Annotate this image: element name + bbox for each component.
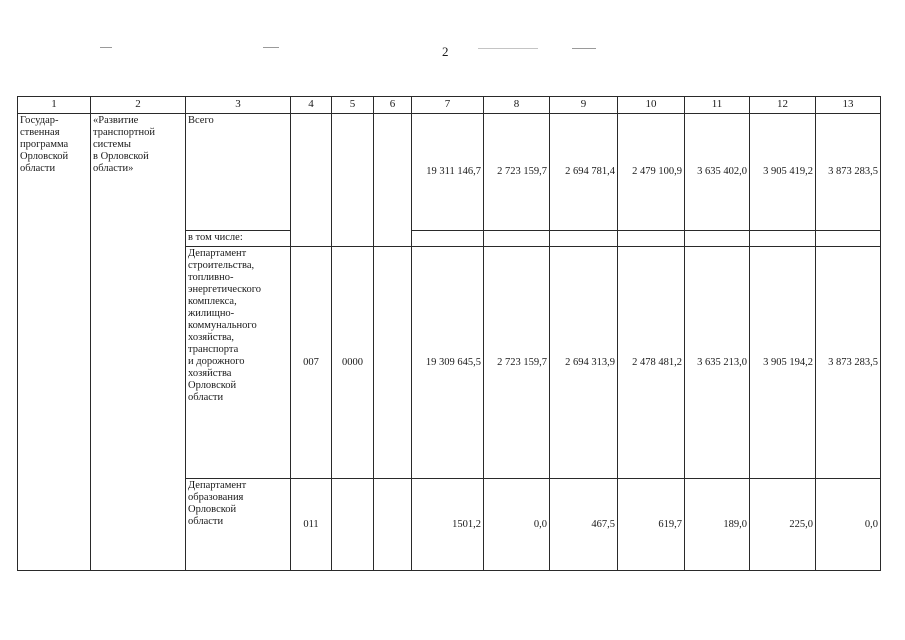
row-value: 19 309 645,5 <box>412 247 484 479</box>
scan-mark <box>572 48 596 49</box>
row-value: 0,0 <box>816 479 881 571</box>
column-header: 11 <box>685 97 750 114</box>
code-cell: 0000 <box>332 247 374 479</box>
column-header: 13 <box>816 97 881 114</box>
column-header: 5 <box>332 97 374 114</box>
row-value: 467,5 <box>550 479 618 571</box>
budget-table <box>17 96 881 571</box>
page-number: 2 <box>442 44 449 59</box>
total-value: 19 311 146,7 <box>412 114 484 231</box>
row-value: 619,7 <box>618 479 685 571</box>
row-value: 3 905 194,2 <box>750 247 816 479</box>
total-value: 2 723 159,7 <box>484 114 550 231</box>
empty-cell <box>618 231 685 247</box>
row-value: 2 723 159,7 <box>484 247 550 479</box>
total-label: Всего <box>186 114 291 231</box>
empty-cell <box>484 231 550 247</box>
empty-cell <box>332 114 374 247</box>
column-header: 10 <box>618 97 685 114</box>
total-value: 3 635 402,0 <box>685 114 750 231</box>
code-cell: 007 <box>291 247 332 479</box>
empty-cell <box>374 114 412 247</box>
including-label: в том числе: <box>186 231 291 247</box>
row-value: 3 873 283,5 <box>816 247 881 479</box>
column-header: 9 <box>550 97 618 114</box>
program-type-cell: Государ- ственная программа Орловской области <box>18 114 91 571</box>
empty-cell <box>550 231 618 247</box>
code-cell <box>374 479 412 571</box>
column-header: 1 <box>18 97 91 114</box>
header-row <box>18 97 881 114</box>
column-header: 2 <box>91 97 186 114</box>
column-header: 7 <box>412 97 484 114</box>
code-cell <box>332 479 374 571</box>
total-value: 2 694 781,4 <box>550 114 618 231</box>
row-value: 0,0 <box>484 479 550 571</box>
code-cell <box>374 247 412 479</box>
empty-cell <box>750 231 816 247</box>
column-header: 6 <box>374 97 412 114</box>
row-value: 2 478 481,2 <box>618 247 685 479</box>
empty-cell <box>291 114 332 247</box>
program-name-cell: «Развитие транспортной системы в Орловской области» <box>91 114 186 571</box>
total-value: 3 905 419,2 <box>750 114 816 231</box>
column-header: 4 <box>291 97 332 114</box>
column-header: 8 <box>484 97 550 114</box>
scan-mark <box>263 47 279 48</box>
empty-cell <box>412 231 484 247</box>
empty-cell <box>816 231 881 247</box>
column-header: 12 <box>750 97 816 114</box>
department-name: Департамент строительства, топливно- энергетического комплекса, жилищно- коммунального хозяйства, транспорта и дорожного хозяйства Орловской области <box>186 247 291 479</box>
row-value: 1501,2 <box>412 479 484 571</box>
row-value: 3 635 213,0 <box>685 247 750 479</box>
total-value: 3 873 283,5 <box>816 114 881 231</box>
total-value: 2 479 100,9 <box>618 114 685 231</box>
code-cell: 011 <box>291 479 332 571</box>
row-value: 189,0 <box>685 479 750 571</box>
table-row-total <box>18 114 881 231</box>
column-header: 3 <box>186 97 291 114</box>
empty-cell <box>685 231 750 247</box>
row-value: 225,0 <box>750 479 816 571</box>
scan-mark <box>100 47 112 48</box>
row-value: 2 694 313,9 <box>550 247 618 479</box>
department-name: Департамент образования Орловской области <box>186 479 291 571</box>
scan-mark <box>478 48 538 49</box>
